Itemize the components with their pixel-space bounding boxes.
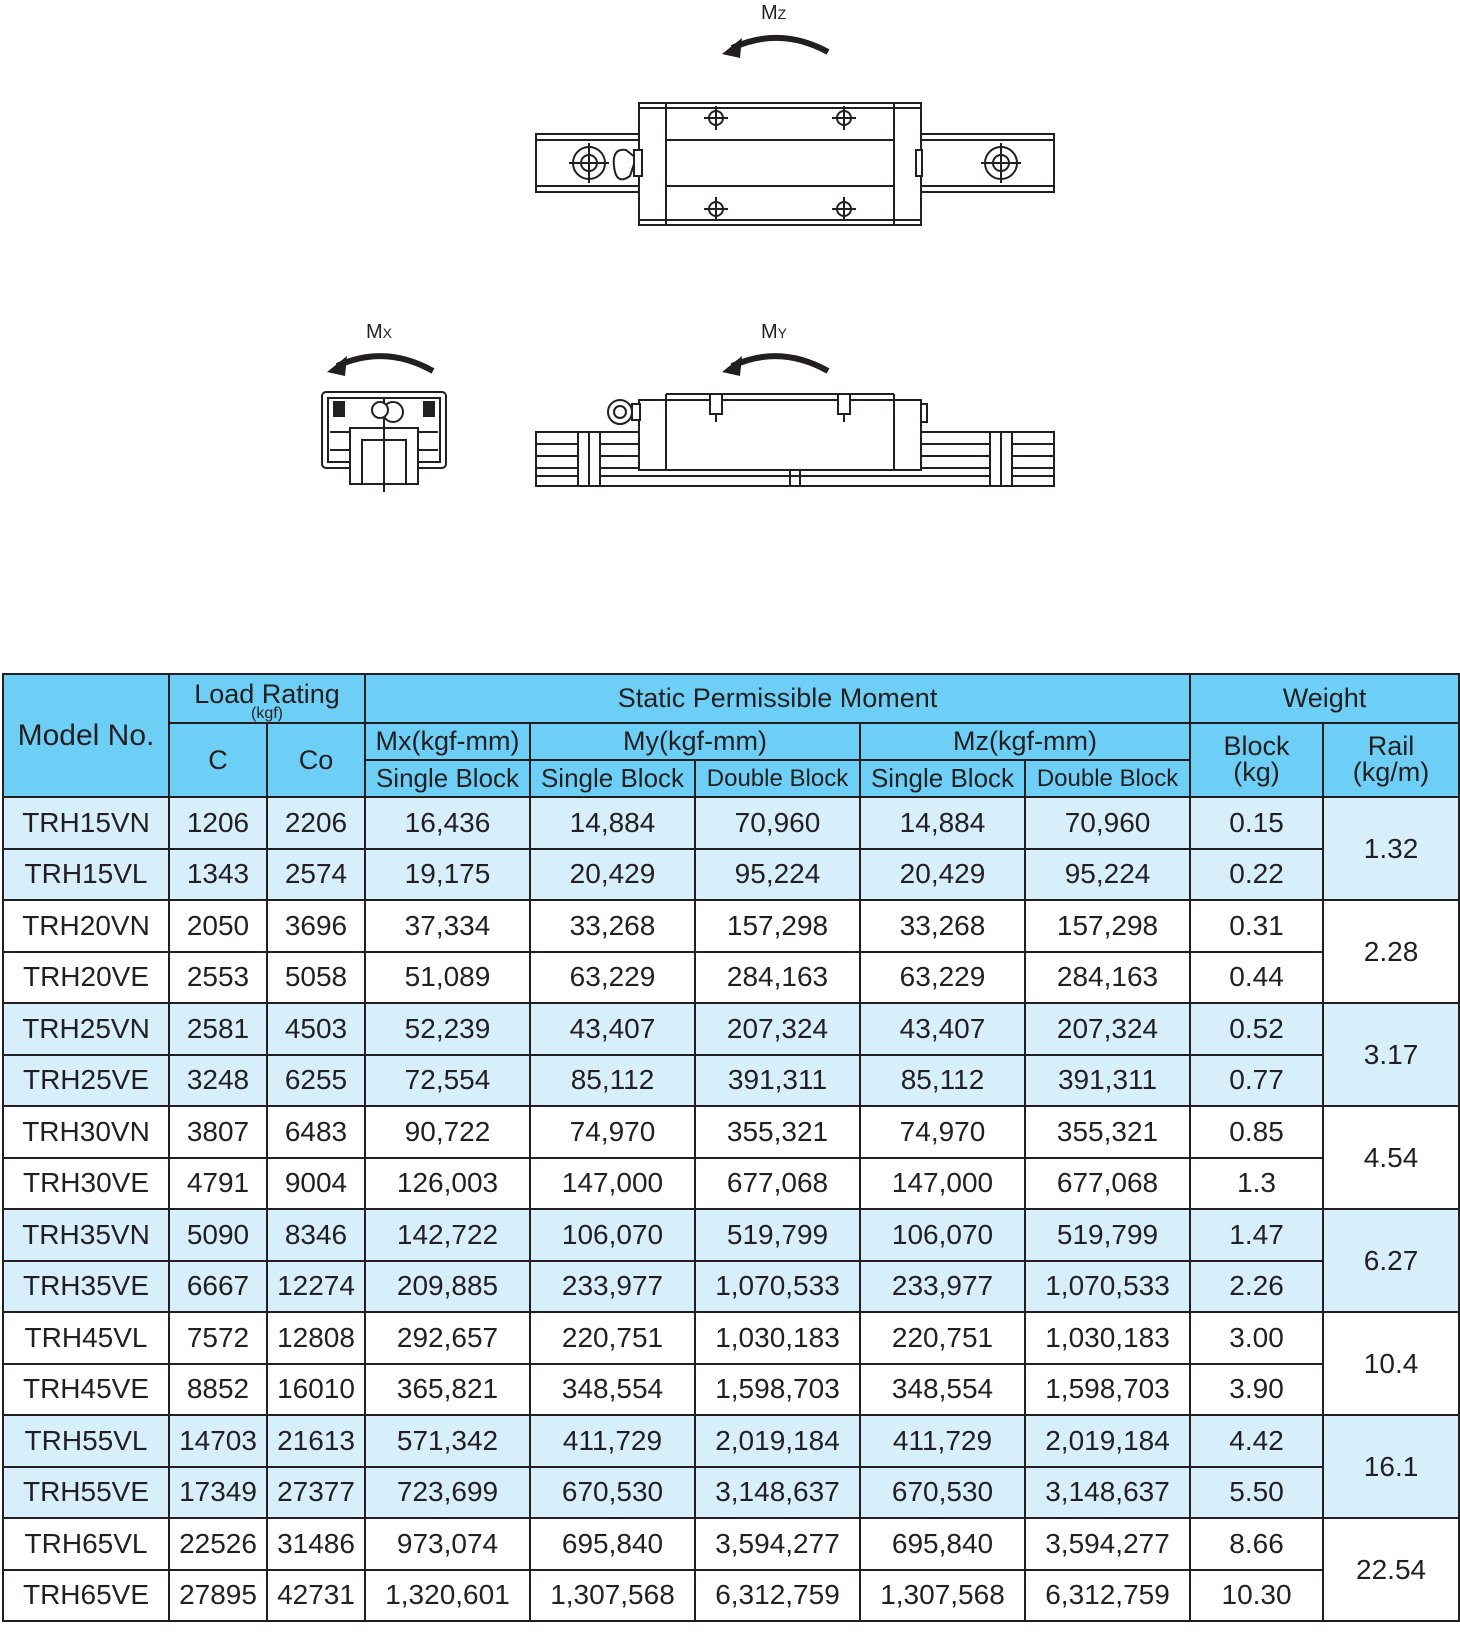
rail-weight-cell: 6.27 — [1323, 1209, 1459, 1312]
mz-single-cell: 20,429 — [860, 849, 1025, 901]
mx-single-cell: 16,436 — [365, 797, 530, 849]
co-cell: 16010 — [267, 1364, 365, 1416]
block-weight-cell: 10.30 — [1190, 1570, 1323, 1622]
top-view-drawing — [536, 38, 1054, 225]
co-cell: 12808 — [267, 1312, 365, 1364]
my-single-cell: 695,840 — [530, 1518, 695, 1570]
header-my-double: Double Block — [695, 760, 860, 797]
model-cell: TRH35VE — [3, 1261, 169, 1313]
model-cell: TRH65VL — [3, 1518, 169, 1570]
mz-single-cell: 233,977 — [860, 1261, 1025, 1313]
c-cell: 17349 — [169, 1467, 267, 1519]
model-cell: TRH65VE — [3, 1570, 169, 1622]
c-cell: 5090 — [169, 1209, 267, 1261]
header-block-unit: (kg) — [1233, 757, 1280, 787]
table-row — [3, 1518, 1459, 1570]
mz-double-cell: 284,163 — [1025, 952, 1190, 1004]
co-cell: 8346 — [267, 1209, 365, 1261]
table-row — [3, 1415, 1459, 1467]
mx-label: MX — [366, 321, 393, 343]
block-weight-cell: 0.22 — [1190, 849, 1323, 901]
mz-single-cell: 43,407 — [860, 1003, 1025, 1055]
model-cell: TRH55VL — [3, 1415, 169, 1467]
table-row — [3, 1003, 1459, 1055]
c-cell: 3248 — [169, 1055, 267, 1107]
block-weight-cell: 0.52 — [1190, 1003, 1323, 1055]
block-weight-cell: 0.44 — [1190, 952, 1323, 1004]
co-cell: 21613 — [267, 1415, 365, 1467]
mz-single-cell: 74,970 — [860, 1106, 1025, 1158]
my-single-cell: 74,970 — [530, 1106, 695, 1158]
c-cell: 3807 — [169, 1106, 267, 1158]
my-single-cell: 348,554 — [530, 1364, 695, 1416]
mz-double-cell: 207,324 — [1025, 1003, 1190, 1055]
mz-single-cell: 348,554 — [860, 1364, 1025, 1416]
header-weight: Weight — [1190, 674, 1459, 723]
mz-single-cell: 85,112 — [860, 1055, 1025, 1107]
table-row — [3, 1261, 1459, 1313]
mx-single-cell: 90,722 — [365, 1106, 530, 1158]
mx-single-cell: 292,657 — [365, 1312, 530, 1364]
my-double-cell: 207,324 — [695, 1003, 860, 1055]
mz-double-cell: 355,321 — [1025, 1106, 1190, 1158]
model-cell: TRH45VL — [3, 1312, 169, 1364]
table-row — [3, 952, 1459, 1004]
my-single-cell: 670,530 — [530, 1467, 695, 1519]
mx-single-cell: 723,699 — [365, 1467, 530, 1519]
mz-double-cell: 6,312,759 — [1025, 1570, 1190, 1622]
table-row — [3, 1106, 1459, 1158]
model-cell: TRH30VE — [3, 1158, 169, 1210]
rail-weight-cell: 16.1 — [1323, 1415, 1459, 1518]
mx-single-cell: 142,722 — [365, 1209, 530, 1261]
co-cell: 2206 — [267, 797, 365, 849]
c-cell: 27895 — [169, 1570, 267, 1622]
model-cell: TRH45VE — [3, 1364, 169, 1416]
technical-drawings — [0, 0, 1460, 660]
block-weight-cell: 0.31 — [1190, 900, 1323, 952]
my-single-cell: 220,751 — [530, 1312, 695, 1364]
my-double-cell: 677,068 — [695, 1158, 860, 1210]
mz-double-cell: 1,598,703 — [1025, 1364, 1190, 1416]
my-double-cell: 1,070,533 — [695, 1261, 860, 1313]
mx-single-cell: 365,821 — [365, 1364, 530, 1416]
model-cell: TRH20VN — [3, 900, 169, 952]
my-single-cell: 1,307,568 — [530, 1570, 695, 1622]
block-weight-cell: 0.77 — [1190, 1055, 1323, 1107]
c-cell: 8852 — [169, 1364, 267, 1416]
my-single-cell: 233,977 — [530, 1261, 695, 1313]
mx-single-cell: 571,342 — [365, 1415, 530, 1467]
mx-single-cell: 51,089 — [365, 952, 530, 1004]
mz-single-cell: 106,070 — [860, 1209, 1025, 1261]
header-load-rating-label: Load Rating — [194, 679, 340, 709]
mz-single-cell: 14,884 — [860, 797, 1025, 849]
my-double-cell: 95,224 — [695, 849, 860, 901]
table-row — [3, 1209, 1459, 1261]
block-weight-cell: 3.00 — [1190, 1312, 1323, 1364]
my-double-cell: 355,321 — [695, 1106, 860, 1158]
table-header — [3, 674, 1459, 797]
c-cell: 22526 — [169, 1518, 267, 1570]
my-double-cell: 3,594,277 — [695, 1518, 860, 1570]
mz-single-cell: 63,229 — [860, 952, 1025, 1004]
mz-single-cell: 220,751 — [860, 1312, 1025, 1364]
block-weight-cell: 3.90 — [1190, 1364, 1323, 1416]
header-model: Model No. — [3, 674, 169, 797]
c-cell: 2050 — [169, 900, 267, 952]
header-static-moment: Static Permissible Moment — [365, 674, 1190, 723]
moment-diagrams — [0, 0, 1460, 660]
my-single-cell: 411,729 — [530, 1415, 695, 1467]
block-weight-cell: 0.15 — [1190, 797, 1323, 849]
my-single-cell: 147,000 — [530, 1158, 695, 1210]
header-mz: Mz(kgf-mm) — [860, 723, 1190, 760]
mz-double-cell: 677,068 — [1025, 1158, 1190, 1210]
my-label: MY — [761, 321, 788, 343]
mx-single-cell: 973,074 — [365, 1518, 530, 1570]
header-block — [1190, 723, 1323, 797]
mz-single-cell: 695,840 — [860, 1518, 1025, 1570]
mz-double-cell: 3,594,277 — [1025, 1518, 1190, 1570]
my-double-cell: 284,163 — [695, 952, 860, 1004]
header-my-single: Single Block — [530, 760, 695, 797]
mz-double-cell: 3,148,637 — [1025, 1467, 1190, 1519]
header-mx-single: Single Block — [365, 760, 530, 797]
my-single-cell: 33,268 — [530, 900, 695, 952]
c-cell: 1343 — [169, 849, 267, 901]
model-cell: TRH20VE — [3, 952, 169, 1004]
mx-single-cell: 126,003 — [365, 1158, 530, 1210]
my-single-cell: 106,070 — [530, 1209, 695, 1261]
mx-single-cell: 1,320,601 — [365, 1570, 530, 1622]
header-co: Co — [267, 723, 365, 797]
my-double-cell: 70,960 — [695, 797, 860, 849]
c-cell: 4791 — [169, 1158, 267, 1210]
c-cell: 2581 — [169, 1003, 267, 1055]
rail-weight-cell: 10.4 — [1323, 1312, 1459, 1415]
header-mx: Mx(kgf-mm) — [365, 723, 530, 760]
table-row — [3, 1364, 1459, 1416]
block-weight-cell: 5.50 — [1190, 1467, 1323, 1519]
block-weight-cell: 4.42 — [1190, 1415, 1323, 1467]
model-cell: TRH25VN — [3, 1003, 169, 1055]
co-cell: 31486 — [267, 1518, 365, 1570]
co-cell: 12274 — [267, 1261, 365, 1313]
co-cell: 6483 — [267, 1106, 365, 1158]
rail-weight-cell: 22.54 — [1323, 1518, 1459, 1621]
my-double-cell: 6,312,759 — [695, 1570, 860, 1622]
mz-single-cell: 411,729 — [860, 1415, 1025, 1467]
block-weight-cell: 1.3 — [1190, 1158, 1323, 1210]
my-single-cell: 43,407 — [530, 1003, 695, 1055]
table-row — [3, 1055, 1459, 1107]
mz-double-cell: 1,070,533 — [1025, 1261, 1190, 1313]
table-row — [3, 849, 1459, 901]
my-single-cell: 85,112 — [530, 1055, 695, 1107]
c-cell: 14703 — [169, 1415, 267, 1467]
table-row — [3, 1158, 1459, 1210]
rail-weight-cell: 2.28 — [1323, 900, 1459, 1003]
table-row — [3, 1312, 1459, 1364]
mz-single-cell: 670,530 — [860, 1467, 1025, 1519]
side-view-drawing — [536, 356, 1054, 486]
header-rail-label: Rail — [1367, 731, 1415, 762]
co-cell: 5058 — [267, 952, 365, 1004]
header-rail — [1323, 723, 1459, 797]
co-cell: 27377 — [267, 1467, 365, 1519]
my-double-cell: 391,311 — [695, 1055, 860, 1107]
my-double-cell: 157,298 — [695, 900, 860, 952]
c-cell: 7572 — [169, 1312, 267, 1364]
spec-table-container — [2, 673, 1458, 1622]
mz-double-cell: 519,799 — [1025, 1209, 1190, 1261]
mz-double-cell: 391,311 — [1025, 1055, 1190, 1107]
model-cell: TRH35VN — [3, 1209, 169, 1261]
block-weight-cell: 1.47 — [1190, 1209, 1323, 1261]
table-row — [3, 1570, 1459, 1622]
table-row — [3, 797, 1459, 849]
mz-single-cell: 1,307,568 — [860, 1570, 1025, 1622]
co-cell: 3696 — [267, 900, 365, 952]
header-mz-double: Double Block — [1025, 760, 1190, 797]
block-weight-cell: 0.85 — [1190, 1106, 1323, 1158]
model-cell: TRH15VN — [3, 797, 169, 849]
header-load-rating-unit: (kgf) — [251, 705, 283, 722]
my-double-cell: 2,019,184 — [695, 1415, 860, 1467]
mz-single-cell: 33,268 — [860, 900, 1025, 952]
table-row — [3, 1467, 1459, 1519]
c-cell: 6667 — [169, 1261, 267, 1313]
mz-double-cell: 157,298 — [1025, 900, 1190, 952]
my-double-cell: 1,030,183 — [695, 1312, 860, 1364]
model-cell: TRH15VL — [3, 849, 169, 901]
my-double-cell: 1,598,703 — [695, 1364, 860, 1416]
mx-single-cell: 72,554 — [365, 1055, 530, 1107]
rail-weight-cell: 4.54 — [1323, 1106, 1459, 1209]
model-cell: TRH55VE — [3, 1467, 169, 1519]
header-load-rating — [169, 674, 365, 723]
rail-weight-cell: 3.17 — [1323, 1003, 1459, 1106]
end-view-drawing — [322, 356, 446, 492]
mz-double-cell: 2,019,184 — [1025, 1415, 1190, 1467]
rail-weight-cell: 1.32 — [1323, 797, 1459, 900]
mx-single-cell: 37,334 — [365, 900, 530, 952]
my-single-cell: 20,429 — [530, 849, 695, 901]
co-cell: 9004 — [267, 1158, 365, 1210]
co-cell: 2574 — [267, 849, 365, 901]
model-cell: TRH30VN — [3, 1106, 169, 1158]
header-rail-unit: (kg/m) — [1352, 757, 1430, 787]
my-single-cell: 14,884 — [530, 797, 695, 849]
co-cell: 42731 — [267, 1570, 365, 1622]
mx-single-cell: 19,175 — [365, 849, 530, 901]
header-my: My(kgf-mm) — [530, 723, 860, 760]
mz-single-cell: 147,000 — [860, 1158, 1025, 1210]
table-body — [3, 797, 1459, 1621]
co-cell: 4503 — [267, 1003, 365, 1055]
my-single-cell: 63,229 — [530, 952, 695, 1004]
block-weight-cell: 2.26 — [1190, 1261, 1323, 1313]
mz-double-cell: 95,224 — [1025, 849, 1190, 901]
c-cell: 2553 — [169, 952, 267, 1004]
my-double-cell: 3,148,637 — [695, 1467, 860, 1519]
model-cell: TRH25VE — [3, 1055, 169, 1107]
table-row — [3, 900, 1459, 952]
mx-single-cell: 209,885 — [365, 1261, 530, 1313]
mz-label: MZ — [761, 2, 787, 24]
header-block-label: Block — [1223, 731, 1290, 762]
spec-table — [2, 673, 1460, 1622]
header-c: C — [169, 723, 267, 797]
co-cell: 6255 — [267, 1055, 365, 1107]
my-double-cell: 519,799 — [695, 1209, 860, 1261]
mx-single-cell: 52,239 — [365, 1003, 530, 1055]
mz-double-cell: 1,030,183 — [1025, 1312, 1190, 1364]
header-mz-single: Single Block — [860, 760, 1025, 797]
block-weight-cell: 8.66 — [1190, 1518, 1323, 1570]
c-cell: 1206 — [169, 797, 267, 849]
mz-double-cell: 70,960 — [1025, 797, 1190, 849]
